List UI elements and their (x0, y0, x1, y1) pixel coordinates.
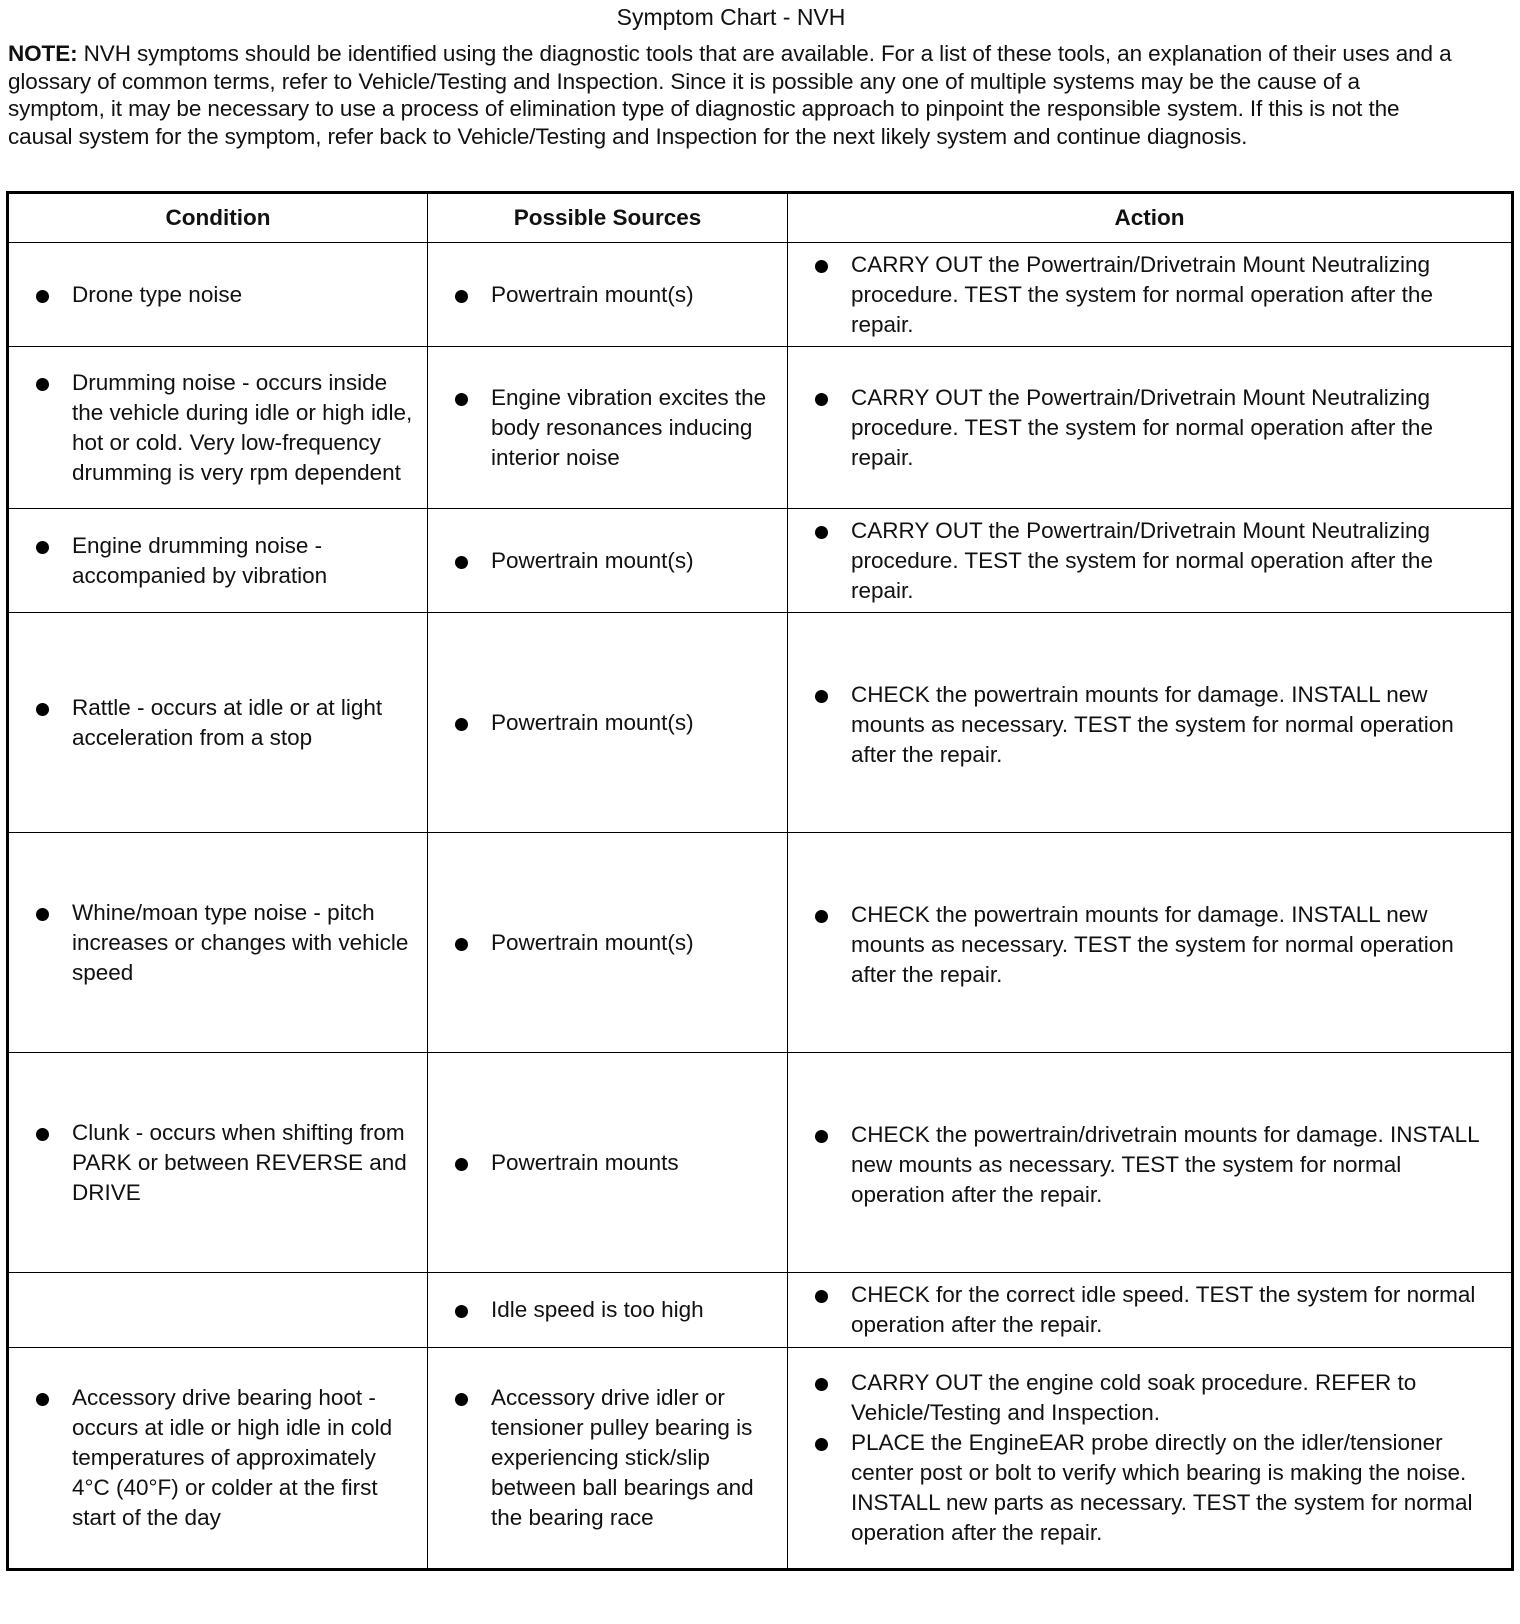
action-text: CARRY OUT the Powertrain/Drivetrain Mount Neutralizing procedure. TEST the system for normal operation after the repair. (815, 250, 1501, 340)
page-title: Symptom Chart - NVH (616, 4, 846, 30)
table-row (8, 613, 1513, 833)
source-text: Engine vibration excites the body resonances inducing interior noise (455, 383, 779, 473)
table-row (8, 1053, 1513, 1273)
table-row (8, 1348, 1513, 1570)
condition-text: Accessory drive bearing hoot - occurs at idle or high idle in cold temperatures of approximately 4°C (40°F) or colder at the first start of the day (36, 1383, 419, 1533)
condition-text: Whine/moan type noise - pitch increases or changes with vehicle speed (36, 898, 419, 988)
condition-text: Rattle - occurs at idle or at light acceleration from a stop (36, 693, 419, 753)
source-text: Powertrain mount(s) (455, 708, 779, 738)
action-text: PLACE the EngineEAR probe directly on the idler/tensioner center post or bolt to verify which bearing is making the noise. INSTALL new parts as necessary. TEST the system for normal operation after the repair. (815, 1428, 1501, 1548)
source-text: Powertrain mount(s) (455, 546, 779, 576)
table-row (8, 509, 1513, 613)
condition-text: Drumming noise - occurs inside the vehicle during idle or high idle, hot or cold. Very low-frequency drumming is very rpm dependent (36, 368, 419, 488)
source-text: Powertrain mount(s) (455, 928, 779, 958)
condition-empty (9, 1306, 427, 1314)
action-text: CHECK the powertrain mounts for damage. INSTALL new mounts as necessary. TEST the system for normal operation after the repair. (815, 680, 1501, 770)
note-text: NVH symptoms should be identified using the diagnostic tools that are available. For a list of these tools, an explanation of their uses and a glossary of common terms, refer to Vehicle/Testing and Inspection. Since it is possible any one of multiple systems may be the cause of a symptom, it may be necessary to use a process of elimination type of diagnostic approach to pinpoint the responsible system. If this is not the causal system for the symptom, refer back to Vehicle/Testing and Inspection for the next likely system and continue diagnosis. (8, 41, 1452, 149)
table-row (8, 1273, 1513, 1348)
condition-text: Engine drumming noise - accompanied by vibration (36, 531, 419, 591)
action-text: CHECK the powertrain/drivetrain mounts for damage. INSTALL new mounts as necessary. TEST the system for normal operation after the repair. (815, 1120, 1501, 1210)
table-row (8, 243, 1513, 347)
condition-text: Drone type noise (36, 280, 419, 310)
header-condition: Condition (8, 193, 428, 243)
action-text: CHECK the powertrain mounts for damage. INSTALL new mounts as necessary. TEST the system for normal operation after the repair. (815, 900, 1501, 990)
header-action: Action (788, 193, 1513, 243)
table-header-row (8, 193, 1513, 243)
action-text: CARRY OUT the engine cold soak procedure. REFER to Vehicle/Testing and Inspection. (815, 1368, 1501, 1428)
table-row (8, 347, 1513, 509)
note-label: NOTE: (8, 41, 78, 66)
source-text: Powertrain mount(s) (455, 280, 779, 310)
source-text: Accessory drive idler or tensioner pulley bearing is experiencing stick/slip between ball bearings and the bearing race (455, 1383, 779, 1533)
table-row (8, 833, 1513, 1053)
action-text: CHECK for the correct idle speed. TEST the system for normal operation after the repair. (815, 1280, 1501, 1340)
action-text: CARRY OUT the Powertrain/Drivetrain Mount Neutralizing procedure. TEST the system for normal operation after the repair. (815, 516, 1501, 606)
note-paragraph (8, 40, 1460, 150)
source-text: Idle speed is too high (455, 1295, 779, 1325)
header-possible-sources: Possible Sources (428, 193, 788, 243)
action-text: CARRY OUT the Powertrain/Drivetrain Mount Neutralizing procedure. TEST the system for normal operation after the repair. (815, 383, 1501, 473)
condition-text: Clunk - occurs when shifting from PARK or between REVERSE and DRIVE (36, 1118, 419, 1208)
symptom-chart-table (6, 191, 1514, 1571)
source-text: Powertrain mounts (455, 1148, 779, 1178)
